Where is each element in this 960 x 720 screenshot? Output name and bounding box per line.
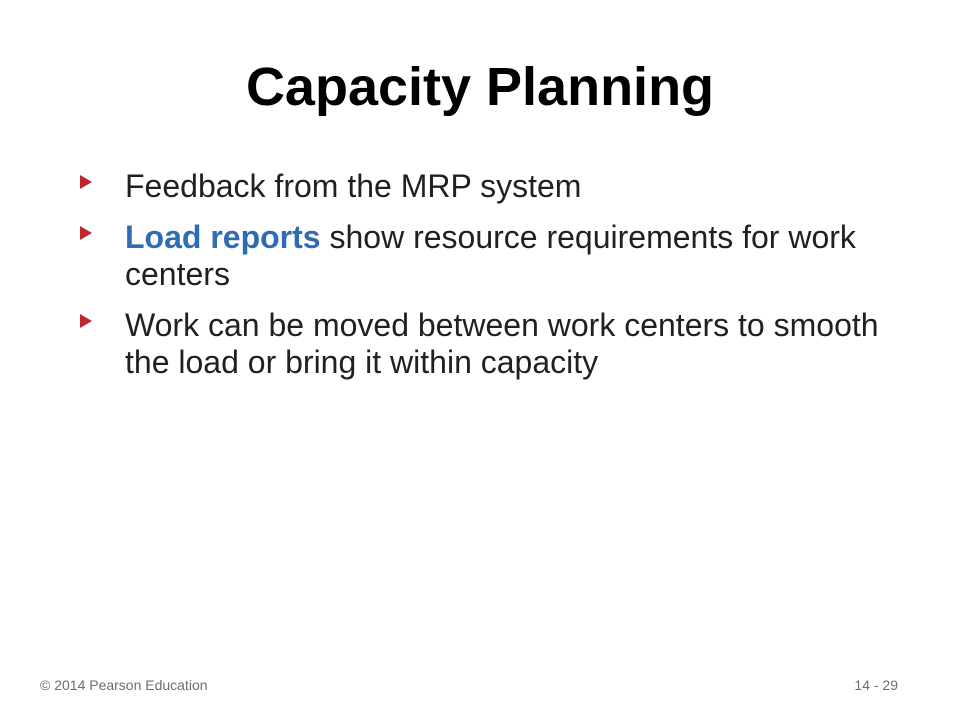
bullet-text: Feedback from the MRP system	[125, 168, 582, 204]
slide-title: Capacity Planning	[245, 57, 715, 117]
bullet-item-feedback	[80, 168, 900, 205]
bullet-triangle-icon	[80, 175, 92, 189]
footer-page-number: 14 - 29	[854, 677, 898, 693]
bullet-text: show resource requirements for work centers	[125, 219, 856, 292]
bullet-text: Work can be moved between work centers to smooth the load or bring it within capacity	[125, 307, 879, 380]
bullet-triangle-icon	[80, 314, 92, 328]
bullet-triangle-icon	[80, 226, 92, 240]
bullet-emphasis-term: Load reports	[125, 219, 321, 255]
bullet-item-work-moved	[80, 307, 900, 381]
bullet-item-load-reports	[80, 219, 900, 293]
bullet-list	[80, 168, 900, 395]
footer-copyright: © 2014 Pearson Education	[40, 677, 208, 693]
